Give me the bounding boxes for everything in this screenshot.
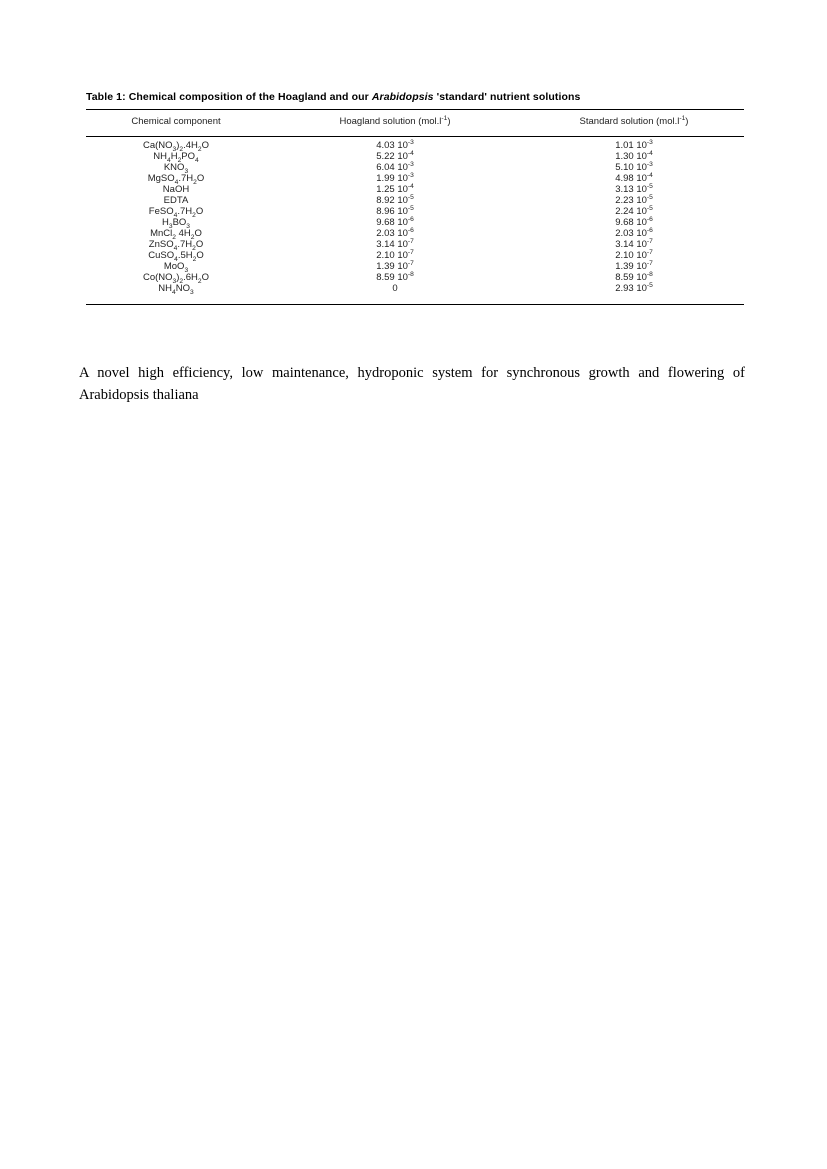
table-row <box>86 239 744 250</box>
cell-hoagland: 8.92 $10^{-5}$ <box>376 193 414 206</box>
paper-title-paragraph: A novel high efficiency, low maintenance, hydroponic system for synchronous growth and flowering of Arabidopsis thaliana <box>79 365 745 403</box>
cell-standard: 2.93 $10^{-5}$ <box>615 281 653 294</box>
cell-standard: 2.23 $10^{-5}$ <box>615 193 653 206</box>
cell-component: EDTA <box>163 195 189 206</box>
table-body <box>86 132 744 304</box>
cell-component: $H_3BO_3$ <box>161 217 190 230</box>
caption-suffix: 'standard' nutrient solutions <box>433 91 581 103</box>
table-row <box>86 206 744 217</box>
cell-standard: 8.59 $10^{-8}$ <box>615 270 653 283</box>
cell-component: MoO$_3$ <box>163 261 189 274</box>
cell-hoagland: 8.96 $10^{-5}$ <box>376 204 414 217</box>
table-row <box>86 184 744 195</box>
header-hoagland-close: ) <box>447 115 451 127</box>
table-row <box>86 151 744 162</box>
cell-standard: 1.30 $10^{-4}$ <box>615 149 653 162</box>
header-component-label: Chemical component <box>131 115 221 127</box>
table-row <box>86 250 744 261</box>
cell-hoagland: 5.22 $10^{-4}$ <box>376 149 414 162</box>
table-row <box>86 272 744 283</box>
cell-standard: 2.24 $10^{-5}$ <box>615 204 653 217</box>
header-component <box>86 110 266 132</box>
table-caption <box>86 91 744 109</box>
header-rule <box>86 136 744 137</box>
caption-italic: Arabidopsis <box>371 91 434 103</box>
table-header-row <box>86 110 744 132</box>
cell-hoagland: 1.25 $10^{-4}$ <box>376 182 414 195</box>
nutrient-table-block <box>86 91 744 305</box>
cell-standard: 2.03 $10^{-6}$ <box>615 226 653 239</box>
cell-hoagland: 9.68 $10^{-6}$ <box>376 215 414 228</box>
cell-hoagland: 1.39 $10^{-7}$ <box>376 259 414 272</box>
cell-hoagland: 0 <box>392 283 398 294</box>
cell-component: $ZnSO_4.7H_2O$ <box>148 239 204 252</box>
table-row <box>86 162 744 173</box>
cell-standard: 3.13 $10^{-5}$ <box>615 182 653 195</box>
header-hoagland <box>266 110 524 132</box>
cell-component: $Co(NO_3)_2.6H_2O$ <box>142 272 210 285</box>
cell-component: $CuSO_4.5H_2O$ <box>148 250 204 263</box>
table-row <box>86 283 744 304</box>
cell-standard: 2.10 $10^{-7}$ <box>615 248 653 261</box>
cell-standard: 1.39 $10^{-7}$ <box>615 259 653 272</box>
cell-standard: 3.14 $10^{-7}$ <box>615 237 653 250</box>
cell-component: NaOH <box>162 184 190 195</box>
table-row <box>86 261 744 272</box>
cell-component: $KNO_3$ <box>163 162 189 175</box>
cell-standard: 1.01 $10^{-3}$ <box>615 138 653 151</box>
caption-prefix: Table 1: Chemical composition of the Hoagland and our <box>86 91 372 103</box>
table-row <box>86 173 744 184</box>
bottom-rule <box>86 304 744 305</box>
cell-component: $NH_4NO_3$ <box>158 283 194 296</box>
cell-standard: 5.10 $10^{-3}$ <box>615 160 653 173</box>
cell-standard: 9.68 $10^{-6}$ <box>615 215 653 228</box>
header-standard-label: Standard solution (mol.l <box>579 115 680 127</box>
cell-standard: 4.98 $10^{-4}$ <box>615 171 653 184</box>
header-standard <box>524 110 744 132</box>
cell-component: MnCl$_2$ $4H_2O$ <box>150 228 202 241</box>
table-row <box>86 217 744 228</box>
header-hoagland-label: Hoagland solution (mol.l <box>339 115 442 127</box>
cell-hoagland: 8.59 $10^{-8}$ <box>376 270 414 283</box>
cell-hoagland: 4.03 $10^{-3}$ <box>376 138 414 151</box>
cell-component: $MgSO_4.7H_2O$ <box>147 173 205 186</box>
cell-hoagland: 2.10 $10^{-7}$ <box>376 248 414 261</box>
cell-component: $NH_4H_2PO_4$ <box>153 151 199 164</box>
table-row <box>86 195 744 206</box>
nutrient-table <box>86 110 744 304</box>
header-standard-close: ) <box>685 115 689 127</box>
cell-hoagland: 2.03 $10^{-6}$ <box>376 226 414 239</box>
header-standard-exp: -1 <box>679 114 686 122</box>
cell-hoagland: 1.99 $10^{-3}$ <box>376 171 414 184</box>
header-hoagland-exp: -1 <box>441 114 448 122</box>
cell-component: $Ca(NO_3)_2.4H_2O$ <box>142 140 210 153</box>
table-row <box>86 228 744 239</box>
cell-hoagland: 3.14 $10^{-7}$ <box>376 237 414 250</box>
cell-hoagland: 6.04 $10^{-3}$ <box>376 160 414 173</box>
table-row <box>86 132 744 151</box>
cell-component: $FeSO_4.7H_2O$ <box>148 206 204 219</box>
